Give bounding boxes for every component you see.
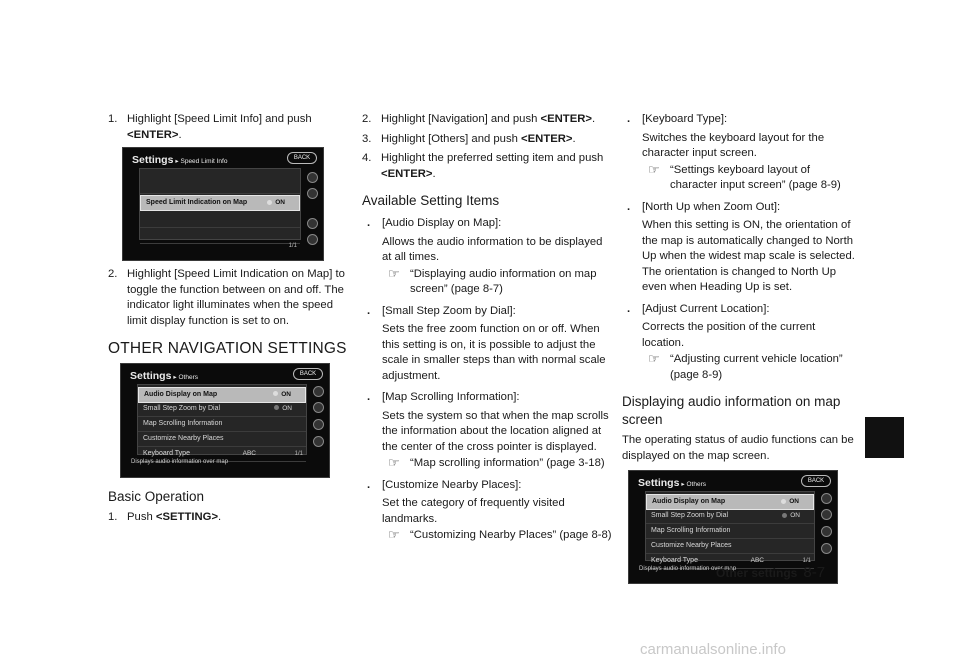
- reference-link[interactable]: ☞ “Displaying audio information on map screen” (page 8-7): [388, 265, 597, 295]
- audio-display-screen: Settings ▸ Others BACK Audio Display on Map ON Small Step Zoom by Dial ON Map Scrolling Information Customize Nearby Places Keyboard Type ABC 1/1 Displays audio information over map: [628, 470, 838, 584]
- section-heading: OTHER NAVIGATION SETTINGS: [108, 340, 347, 357]
- audio-display-heading: Displaying audio information on map screen: [622, 394, 841, 427]
- setting-item: . [North Up when Zoom Out]: When this setting is ON, the orientation of the map is automatically changed to North Up when the widest map scale is selected. The orientation is changed to North Up even when Heading Up is set.: [627, 200, 855, 293]
- step-4-preferred: 4. Highlight the preferred setting item and push <ENTER>.: [362, 152, 604, 180]
- reference-link[interactable]: ☞ “Customizing Nearby Places” (page 8-8): [388, 527, 612, 542]
- reference-link[interactable]: ☞ “Adjusting current vehicle location” (page 8-9): [648, 351, 843, 381]
- pointing-hand-icon: ☞: [648, 161, 660, 177]
- side-dial-icon: [307, 234, 318, 245]
- step-1: 1. Highlight [Speed Limit Info] and push <ENTER>.: [108, 113, 312, 141]
- menu-row[interactable]: Customize Nearby Places: [646, 539, 814, 554]
- back-button[interactable]: BACK: [801, 475, 831, 487]
- indicator-light-icon: [782, 513, 787, 518]
- side-dial-icon: [307, 188, 318, 199]
- setting-item: . [Adjust Current Location]: Corrects the position of the current location. ☞ “Adjusting current vehicle location” (page 8-9): [622, 302, 857, 384]
- back-button[interactable]: BACK: [287, 152, 317, 164]
- side-dial-icon: [821, 543, 832, 554]
- indicator-light-icon: [781, 499, 786, 504]
- setting-item: . [Audio Display on Map]: Allows the audio information to be displayed at all times. ☞ “Displaying audio information on map screen” (page 8-7): [362, 216, 612, 298]
- menu-row[interactable]: Audio Display on Map ON: [646, 494, 814, 510]
- pointing-hand-icon: ☞: [388, 455, 400, 470]
- side-dial-icon: [307, 218, 318, 229]
- step-2-navigation: 2. Highlight [Navigation] and push <ENTER>.: [362, 113, 596, 125]
- page-number: 8-7: [803, 564, 826, 581]
- menu-row[interactable]: Keyboard Type ABC: [646, 554, 814, 569]
- pointing-hand-icon: ☞: [388, 265, 400, 281]
- available-items-heading: Available Setting Items: [362, 193, 500, 208]
- audio-display-paragraph: The operating status of audio functions can be displayed on the map screen.: [622, 434, 854, 462]
- side-dial-icon: [821, 493, 832, 504]
- setting-item: . [Keyboard Type]: Switches the keyboard layout for the character input screen. ☞ “Settings keyboard layout of character input screen” (page 8-9): [622, 112, 857, 194]
- basic-operation-heading: Basic Operation: [108, 488, 205, 504]
- page-footer: [716, 564, 825, 581]
- others-settings-screen: Settings ▸ Others BACK Audio Display on Map ON Small Step Zoom by Dial ON Map Scrolling Information Customize Nearby Places Keyboard Type ABC 1/1 Displays audio information over map: [120, 363, 330, 478]
- back-button[interactable]: BACK: [293, 368, 323, 380]
- setting-item: . [Customize Nearby Places]: Set the category of frequently visited landmarks. ☞ “Customizing Nearby Places” (page 8-8): [367, 478, 612, 542]
- reference-link[interactable]: ☞ “Settings keyboard layout of character input screen” (page 8-9): [648, 161, 841, 191]
- menu-row[interactable]: Small Step Zoom by Dial ON: [138, 402, 306, 417]
- setting-item: . [Map Scrolling Information]: Sets the system so that when the map scrolls the information about the location aligned at the center of the cross pointer is displayed. ☞ “Map scrolling information” (page 3-18): [362, 390, 612, 472]
- side-dial-icon: [313, 436, 324, 447]
- reference-link[interactable]: ☞ “Map scrolling information” (page 3-18): [388, 455, 605, 470]
- pointing-hand-icon: ☞: [388, 527, 400, 542]
- speed-limit-info-screen: Settings ▸ Speed Limit Info BACK Speed Limit Indication on Map ON 1/1: [122, 147, 324, 261]
- menu-row[interactable]: Map Scrolling Information: [138, 417, 306, 432]
- step-push-setting: 1. Push <SETTING>.: [108, 510, 222, 523]
- side-dial-icon: [313, 386, 324, 397]
- menu-row[interactable]: Customize Nearby Places: [138, 432, 306, 447]
- menu-row[interactable]: Keyboard Type ABC: [138, 447, 306, 462]
- side-dial-icon: [313, 402, 324, 413]
- column-middle: [362, 112, 612, 544]
- indicator-light-icon: [267, 200, 272, 205]
- step-3-others: 3. Highlight [Others] and push <ENTER>.: [362, 132, 576, 145]
- watermark: carmanualsonline.info: [640, 641, 786, 658]
- side-dial-icon: [307, 172, 318, 183]
- side-dial-icon: [313, 419, 324, 430]
- indicator-light-icon: [274, 405, 279, 410]
- column-right: [622, 112, 857, 584]
- column-left: [108, 112, 353, 529]
- pointing-hand-icon: ☞: [648, 351, 660, 366]
- step-2: 2. Highlight [Speed Limit Indication on Map] to toggle the function between on and off. The indicator light illuminates when the speed limit display function is set to on.: [108, 268, 345, 327]
- menu-row[interactable]: Map Scrolling Information: [646, 524, 814, 539]
- side-dial-icon: [821, 509, 832, 520]
- side-dial-icon: [821, 526, 832, 537]
- setting-item: . [Small Step Zoom by Dial]: Sets the free zoom function on or off. When this setting is on, it is possible to adjust the scale in smaller steps than with normal scale adjustment.: [367, 304, 606, 382]
- menu-row[interactable]: Small Step Zoom by Dial ON: [646, 509, 814, 524]
- speed-limit-row[interactable]: Speed Limit Indication on Map ON: [140, 195, 300, 211]
- indicator-light-icon: [273, 391, 278, 396]
- chapter-tab: [865, 417, 904, 458]
- footer-section: Other settings: [716, 566, 798, 580]
- menu-row[interactable]: Audio Display on Map ON: [138, 387, 306, 403]
